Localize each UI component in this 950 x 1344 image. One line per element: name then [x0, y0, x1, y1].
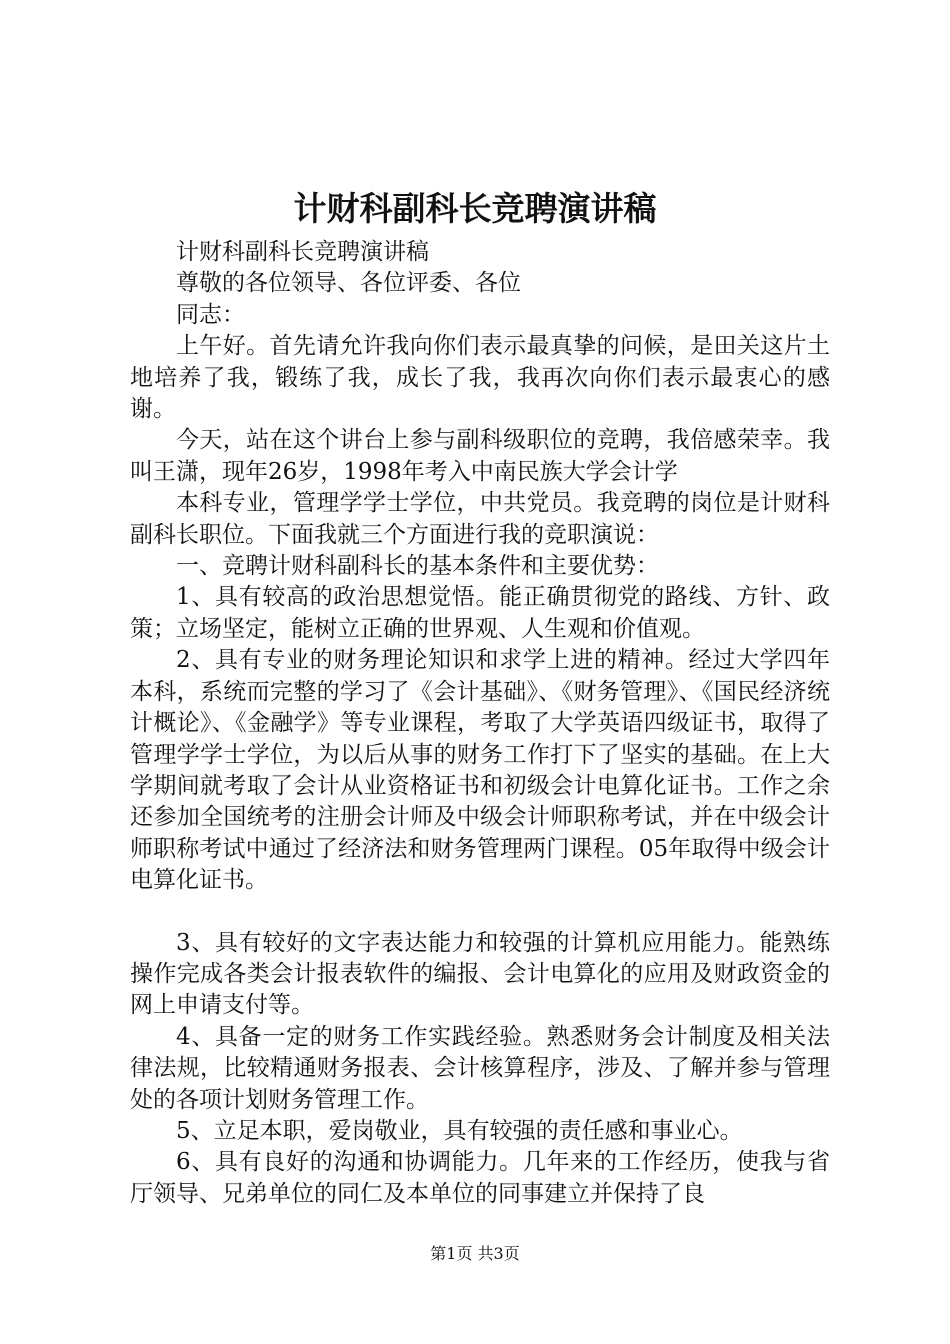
page-number-footer: 第1页 共3页	[430, 1244, 520, 1263]
document-title: 计财科副科长竞聘演讲稿	[293, 189, 657, 228]
paragraph: 1、具有较高的政治思想觉悟。能正确贯彻党的路线、方针、政策；立场坚定，能树立正确的世界观、人生观和价值观。	[130, 584, 830, 642]
paragraph: 上午好。首先请允许我向你们表示最真挚的问候，是田关这片土地培养了我，锻练了我，成长了我，我再次向你们表示最衷心的感谢。	[130, 333, 830, 423]
paragraph: 一、竞聘计财科副科长的基本条件和主要优势：	[176, 553, 659, 580]
paragraph: 本科专业，管理学学士学位，中共党员。我竞聘的岗位是计财科副科长职位。下面我就三个方面进行我的竞职演说：	[130, 490, 830, 548]
paragraph: 2、具有专业的财务理论知识和求学上进的精神。经过大学四年本科，系统而完整的学习了《会计基础》、《财务管理》、《国民经济统计概论》、《金融学》等专业课程，考取了大学英语四级证书，取得了管理学学士学位，为以后从事的财务工作打下了坚实的基础。在上大学期间就考取了会计从业资格证书和初级会计电算化证书。工作之余还参加全国统考的注册会计师及中级会计师职称考试，并在中级会计师职称考试中通过了经济法和财务管理两门课程。05年取得中级会计电算化证书。	[130, 647, 830, 894]
paragraph: 6、具有良好的沟通和协调能力。几年来的工作经历，使我与省厅领导、兄弟单位的同仁及本单位的同事建立并保持了良	[130, 1149, 830, 1207]
document-body	[130, 237, 830, 1210]
paragraph: 5、立足本职，爱岗敬业，具有较强的责任感和事业心。	[176, 1117, 743, 1144]
paragraph: 3、具有较好的文字表达能力和较强的计算机应用能力。能熟练操作完成各类会计报表软件的编报、会计电算化的应用及财政资金的网上申请支付等。	[130, 929, 830, 1019]
paragraph: 今天，站在这个讲台上参与副科级职位的竞聘，我倍感荣幸。我叫王潇，现年26岁，1998年考入中南民族大学会计学	[130, 427, 830, 485]
paragraph: 尊敬的各位领导、各位评委、各位	[176, 270, 521, 297]
paragraph: 同志：	[176, 301, 245, 328]
paragraph: 4、具备一定的财务工作实践经验。熟悉财务会计制度及相关法律法规，比较精通财务报表、会计核算程序，涉及、了解并参与管理处的各项计划财务管理工作。	[130, 1023, 830, 1113]
paragraph: 计财科副科长竞聘演讲稿	[176, 239, 429, 265]
